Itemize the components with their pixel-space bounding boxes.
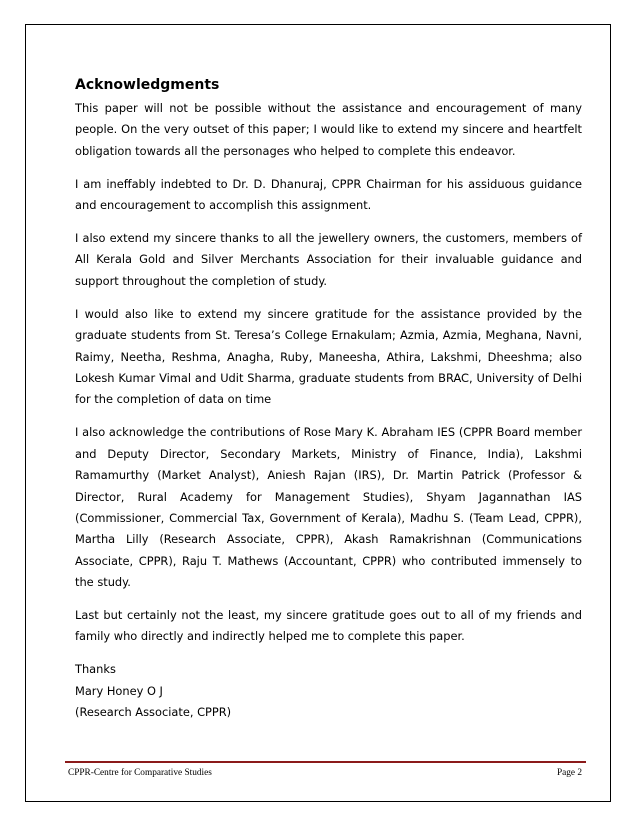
signature-block xyxy=(75,659,582,723)
footer-divider xyxy=(65,761,586,763)
paragraph-contributors: I also acknowledge the contributions of Rose Mary K. Abraham IES (CPPR Board member and Deputy Director, Secondary Markets, Ministry of Finance, India), Lakshmi Ramamurthy (Market Analyst), Aniesh Rajan (IRS), Dr. Martin Patrick (Professor & Director, Rural Academy for Management Studies), Shyam Jagannathan IAS (Commissioner, Commercial Tax, Government of Kerala), Madhu S. (Team Lead, CPPR), Martha Lilly (Research Associate, CPPR), Akash Ramakrishnan (Communications Associate, CPPR), Raju T. Mathews (Accountant, CPPR) who contributed immensely to the study. xyxy=(75,425,582,590)
paragraph-intro: This paper will not be possible without the assistance and encouragement of many people. On the very outset of this paper; I would like to extend my sincere and heartfelt obligation towards all the personages who helped to complete this endeavor. xyxy=(75,101,582,158)
signature-name: Mary Honey O J xyxy=(75,683,163,698)
page-title: Acknowledgments xyxy=(75,77,220,93)
document-body xyxy=(75,76,582,724)
paragraph-jewellers: I also extend my sincere thanks to all the jewellery owners, the customers, members of All Kerala Gold and Silver Merchants Association for their invaluable guidance and support throughout the completion of study. xyxy=(75,231,582,288)
signature-thanks: Thanks xyxy=(75,662,116,677)
paragraph-friends-family: Last but certainly not the least, my sincere gratitude goes out to all of my friends and family who directly and indirectly helped me to complete this paper. xyxy=(75,608,582,644)
page-number: Page 2 xyxy=(556,768,582,778)
paragraph-students: I would also like to extend my sincere gratitude for the assistance provided by the graduate students from St. Teresa’s College Ernakulam; Azmia, Azmia, Meghana, Navni, Raimy, Neetha, Reshma, Anagha, Ruby, Maneesha, Athira, Lakshmi, Dheeshma; also Lokesh Kumar Vimal and Udit Sharma, graduate students from BRAC, University of Delhi for the completion of data on time xyxy=(75,306,582,407)
signature-title: (Research Associate, CPPR) xyxy=(75,705,232,720)
footer-organization: CPPR-Centre for Comparative Studies xyxy=(68,768,212,778)
paragraph-chairman: I am ineffably indebted to Dr. D. Dhanuraj, CPPR Chairman for his assiduous guidance and encouragement to accomplish this assignment. xyxy=(75,176,582,213)
